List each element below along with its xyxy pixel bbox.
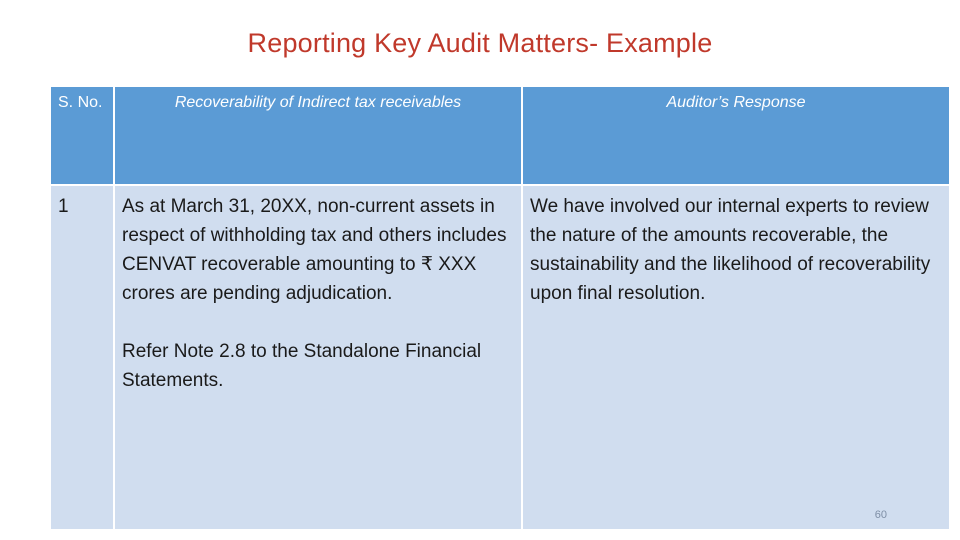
header-matter-label: Recoverability of Indirect tax receivables <box>174 94 462 111</box>
slide-title: Reporting Key Audit Matters- Example <box>247 28 713 58</box>
page-number: 60 <box>874 509 887 521</box>
header-sno <box>50 86 114 185</box>
cell-sno <box>50 185 114 530</box>
header-sno-label: S. No. <box>58 94 103 111</box>
header-matter <box>114 86 522 185</box>
matter-paragraph-1: As at March 31, 20XX, non-current assets in respect of withholding tax and others includes CENVAT recoverable amounting to ₹ XXX crores are pending adjudication. <box>122 196 507 304</box>
matter-paragraph-2: Refer Note 2.8 to the Standalone Financial Statements. <box>122 341 482 391</box>
table-row <box>50 185 950 530</box>
cell-matter <box>114 185 522 530</box>
response-text: We have involved our internal experts to review the nature of the amounts recoverable, the sustainability and the likelihood of recoverability upon final resolution. <box>530 196 931 304</box>
row-sno: 1 <box>58 196 69 217</box>
header-response-label: Auditor’s Response <box>666 94 806 111</box>
key-audit-matters-table <box>49 85 951 531</box>
table-header-row <box>50 86 950 185</box>
header-response <box>522 86 950 185</box>
cell-response <box>522 185 950 530</box>
